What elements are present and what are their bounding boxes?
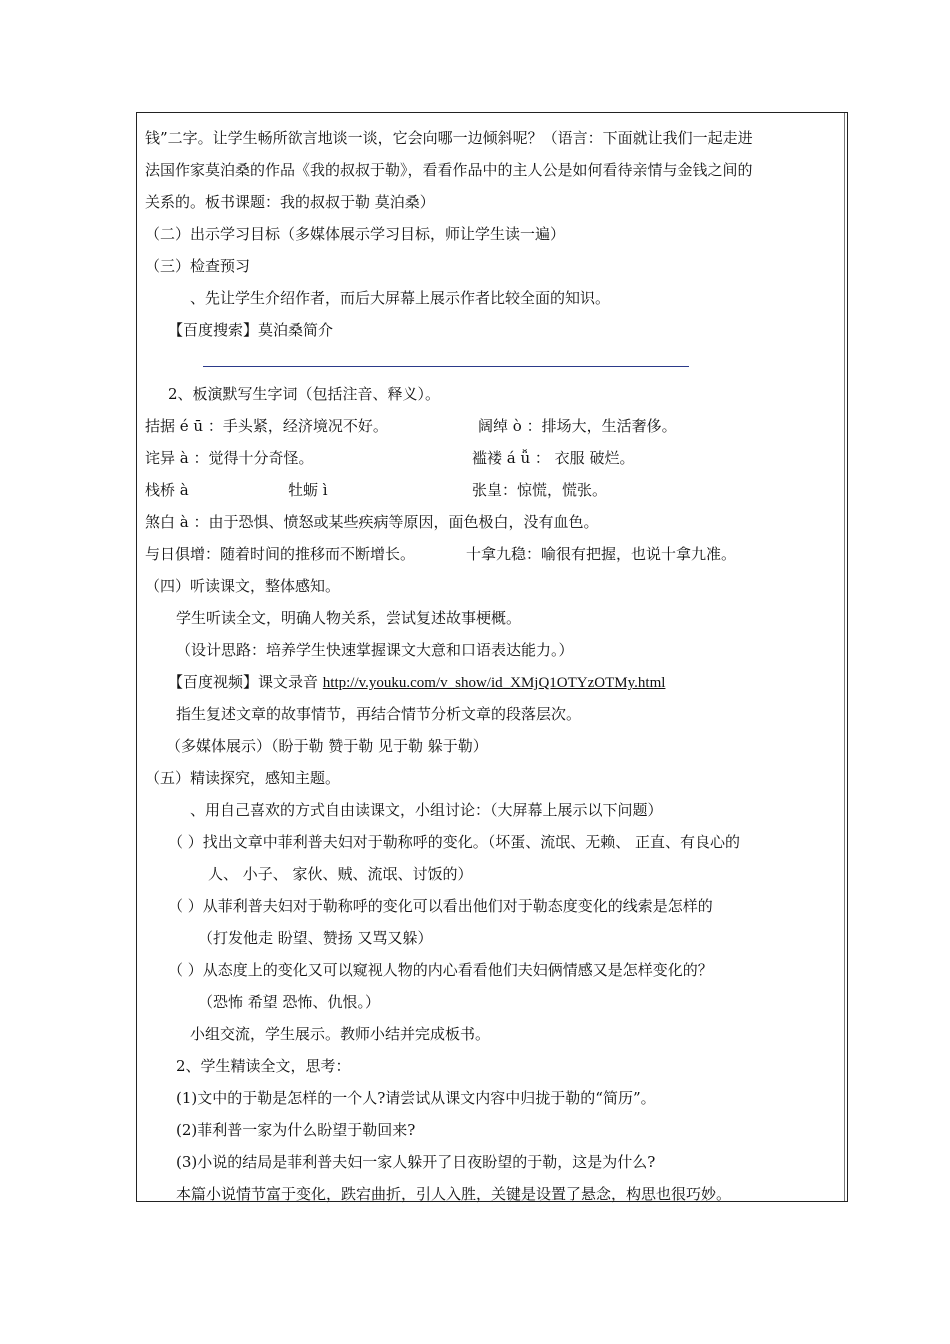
section-heading: （五）精读探究，感知主题。 [145, 769, 341, 787]
text-line: 2、板演默写生字词（包括注音、释义）。 [168, 385, 441, 403]
text-line: (1)文中的于勒是怎样的一个人?请尝试从课文内容中归拢于勒的“简历”。 [176, 1089, 656, 1107]
vocab-right: 张皇：惊慌，慌张。 [472, 481, 608, 499]
search-label: 【百度搜索】莫泊桑简介 [168, 321, 334, 339]
text-line: 法国作家莫泊桑的作品《我的叔叔于勒》，看看作品中的主人公是如何看待亲情与金钱之间的 [145, 161, 753, 179]
vocab-left: 诧异 à ：觉得十分奇怪。 [145, 449, 314, 467]
text-line: (3)小说的结局是菲利普夫妇一家人躲开了日夜盼望的于勒，这是为什么? [176, 1153, 656, 1171]
question-line: （ ）找出文章中菲利普夫妇对于勒称呼的变化。（坏蛋、流氓、无赖、 正直、有良心的 [168, 833, 741, 851]
text-line: 钱”二字。让学生畅所欲言地谈一谈，它会向哪一边倾斜呢？（语言：下面就让我们一起走进 [145, 129, 753, 147]
text-line: 关系的。板书课题：我的叔叔于勒 莫泊桑） [145, 193, 435, 211]
question-line: 人、 小子、 家伙、贼、流氓、讨饭的） [208, 865, 473, 883]
section-heading: （二）出示学习目标（多媒体展示学习目标，师让学生读一遍） [145, 225, 566, 243]
vocab-left: 拮据 é ū ：手头紧，经济境况不好。 [145, 417, 388, 435]
vocab-left: 煞白 à ：由于恐惧、愤怒或某些疾病等原因，面色极白，没有血色。 [145, 513, 599, 531]
vocab-left: 与日俱增：随着时间的推移而不断增长。 [145, 545, 416, 563]
text-line: （多媒体展示）（盼于勒 赞于勒 见于勒 躲于勒） [166, 737, 488, 755]
vocab-right: 阔绰 ò ：排场大，生活奢侈。 [478, 417, 677, 435]
text-line: 小组交流，学生展示。教师小结并完成板书。 [190, 1025, 491, 1043]
video-link[interactable]: http://v.youku.com/v_show/id_XMjQ1OTYzOTMy.html [322, 675, 666, 691]
question-line: （ ）从菲利普夫妇对于勒称呼的变化可以看出他们对于勒态度变化的线索是怎样的 [168, 897, 713, 915]
vocab-right: 褴褛 á ǚ ： 衣服 破烂。 [472, 449, 635, 467]
question-line: （打发他走 盼望、赞扬 又骂又躲） [198, 929, 433, 947]
text-line: (2)菲利普一家为什么盼望于勒回来? [176, 1121, 416, 1139]
section-heading: （四）听读课文，整体感知。 [145, 577, 341, 595]
vocab-right: 十拿九稳：喻很有把握，也说十拿九准。 [466, 545, 737, 563]
text-line: （设计思路：培养学生快速掌握课文大意和口语表达能力。） [176, 641, 574, 659]
divider-line [203, 366, 689, 367]
question-line: （恐怖 希望 恐怖、仇恨。） [198, 993, 381, 1011]
text-line: 2、学生精读全文，思考： [176, 1057, 351, 1075]
video-label: 【百度视频】课文录音 [168, 673, 323, 691]
vocab-left: 栈桥 à [145, 481, 189, 499]
vocab-mid: 牡蛎 ì [288, 481, 328, 499]
section-heading: （三）检查预习 [145, 257, 251, 275]
question-line: （ ）从态度上的变化又可以窥视人物的内心看看他们夫妇俩情感又是怎样变化的？ [168, 961, 713, 979]
text-line: 学生听读全文，明确人物关系，尝试复述故事梗概。 [176, 609, 522, 627]
video-line [168, 672, 665, 693]
text-line: 、用自己喜欢的方式自由读课文，小组讨论：（大屏幕上展示以下问题） [190, 801, 663, 819]
text-line: 指生复述文章的故事情节，再结合情节分析文章的段落层次。 [176, 705, 582, 723]
text-line: 本篇小说情节富于变化，跌宕曲折，引人入胜，关键是设置了悬念，构思也很巧妙。 [176, 1185, 732, 1203]
text-line: 、先让学生介绍作者，而后大屏幕上展示作者比较全面的知识。 [190, 289, 611, 307]
